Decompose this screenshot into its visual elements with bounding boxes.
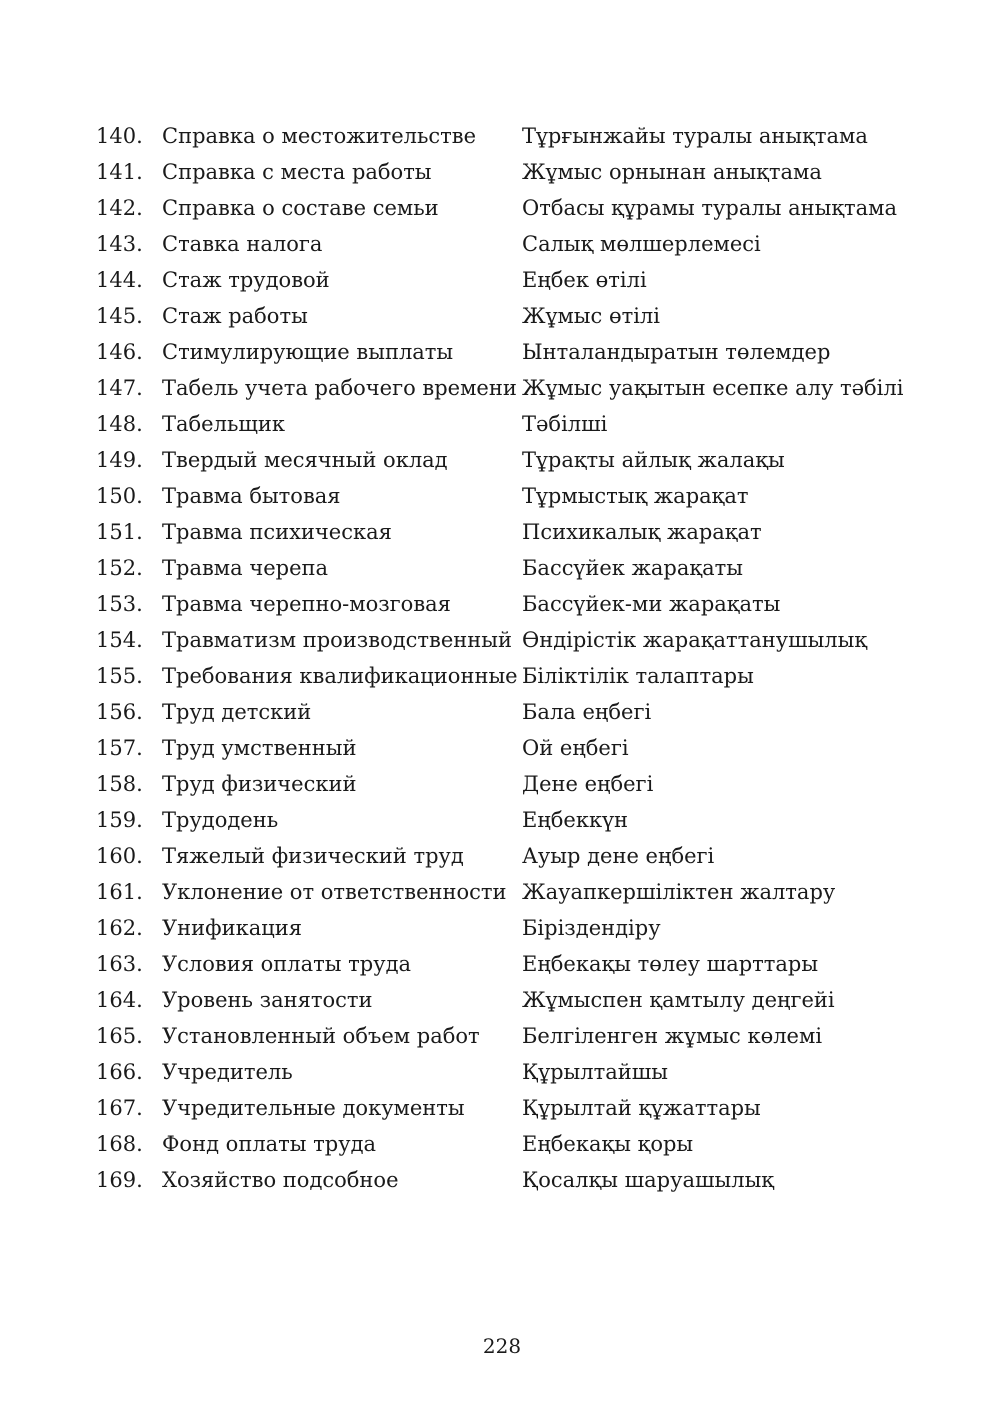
kazakh-term: Қосалқы шаруашылық — [522, 1168, 775, 1192]
glossary-entry — [96, 517, 916, 553]
kazakh-term: Еңбекақы төлеу шарттары — [522, 952, 819, 976]
russian-term: Труд детский — [162, 700, 312, 724]
kazakh-term: Жұмыспен қамтылу деңгейі — [522, 988, 835, 1012]
russian-term: Учредитель — [162, 1060, 293, 1084]
entry-number: 169. — [96, 1168, 143, 1192]
russian-term: Справка с места работы — [162, 160, 432, 184]
kazakh-term: Біліктілік талаптары — [522, 664, 754, 688]
russian-term: Травматизм производственный — [162, 628, 512, 652]
entry-number: 148. — [96, 412, 143, 436]
glossary-entry — [96, 1165, 916, 1201]
glossary-entry — [96, 733, 916, 769]
entry-number: 149. — [96, 448, 143, 472]
entry-number: 156. — [96, 700, 143, 724]
glossary-entry — [96, 949, 916, 985]
kazakh-term: Салық мөлшерлемесі — [522, 232, 761, 256]
glossary-entry — [96, 1057, 916, 1093]
russian-term: Установленный объем работ — [162, 1024, 480, 1048]
glossary-entry — [96, 625, 916, 661]
entry-number: 165. — [96, 1024, 143, 1048]
entry-number: 167. — [96, 1096, 143, 1120]
russian-term: Трудодень — [162, 808, 279, 832]
kazakh-term: Ынталандыратын төлемдер — [522, 340, 831, 364]
russian-term: Уклонение от ответственности — [162, 880, 507, 904]
kazakh-term: Тұрғынжайы туралы анықтама — [522, 124, 868, 148]
kazakh-term: Бала еңбегі — [522, 700, 652, 724]
kazakh-term: Тәбілші — [522, 412, 608, 436]
glossary-entry — [96, 121, 916, 157]
glossary-entry — [96, 1129, 916, 1165]
russian-term: Условия оплаты труда — [162, 952, 412, 976]
russian-term: Требования квалификационные — [162, 664, 518, 688]
kazakh-term: Дене еңбегі — [522, 772, 654, 796]
entry-number: 146. — [96, 340, 143, 364]
kazakh-term: Жұмыс орнынан анықтама — [522, 160, 822, 184]
glossary-entry — [96, 409, 916, 445]
entry-number: 153. — [96, 592, 143, 616]
glossary-entry — [96, 1021, 916, 1057]
kazakh-term: Құрылтай құжаттары — [522, 1096, 761, 1120]
glossary-entry — [96, 805, 916, 841]
glossary-entry — [96, 157, 916, 193]
glossary-entry — [96, 841, 916, 877]
entry-number: 142. — [96, 196, 143, 220]
glossary-entry — [96, 481, 916, 517]
russian-term: Ставка налога — [162, 232, 323, 256]
entry-number: 147. — [96, 376, 143, 400]
kazakh-term: Ауыр дене еңбегі — [522, 844, 715, 868]
kazakh-term: Бассүйек жарақаты — [522, 556, 743, 580]
glossary-entry — [96, 193, 916, 229]
entry-number: 141. — [96, 160, 143, 184]
glossary-entry — [96, 553, 916, 589]
russian-term: Стаж работы — [162, 304, 308, 328]
glossary-entry — [96, 445, 916, 481]
russian-term: Табель учета рабочего времени — [162, 376, 517, 400]
entry-number: 155. — [96, 664, 143, 688]
glossary-entry — [96, 229, 916, 265]
entry-number: 158. — [96, 772, 143, 796]
glossary-list — [96, 121, 916, 1201]
entry-number: 168. — [96, 1132, 143, 1156]
kazakh-term: Ой еңбегі — [522, 736, 629, 760]
kazakh-term: Жұмыс өтілі — [522, 304, 660, 328]
russian-term: Учредительные документы — [162, 1096, 465, 1120]
glossary-entry — [96, 589, 916, 625]
kazakh-term: Психикалық жарақат — [522, 520, 762, 544]
russian-term: Травма черепа — [162, 556, 329, 580]
russian-term: Стимулирующие выплаты — [162, 340, 454, 364]
entry-number: 161. — [96, 880, 143, 904]
kazakh-term: Еңбек өтілі — [522, 268, 647, 292]
russian-term: Хозяйство подсобное — [162, 1168, 399, 1192]
entry-number: 143. — [96, 232, 143, 256]
glossary-entry — [96, 913, 916, 949]
glossary-entry — [96, 697, 916, 733]
kazakh-term: Жұмыс уақытын есепке алу тәбілі — [522, 376, 904, 400]
glossary-entry — [96, 301, 916, 337]
entry-number: 150. — [96, 484, 143, 508]
entry-number: 157. — [96, 736, 143, 760]
russian-term: Унификация — [162, 916, 302, 940]
glossary-entry — [96, 337, 916, 373]
entry-number: 162. — [96, 916, 143, 940]
russian-term: Уровень занятости — [162, 988, 373, 1012]
entry-number: 164. — [96, 988, 143, 1012]
glossary-entry — [96, 265, 916, 301]
entry-number: 151. — [96, 520, 143, 544]
russian-term: Травма психическая — [162, 520, 392, 544]
entry-number: 160. — [96, 844, 143, 868]
page-number: 228 — [482, 1334, 522, 1358]
entry-number: 152. — [96, 556, 143, 580]
kazakh-term: Тұрақты айлық жалақы — [522, 448, 785, 472]
glossary-entry — [96, 373, 916, 409]
entry-number: 144. — [96, 268, 143, 292]
entry-number: 145. — [96, 304, 143, 328]
entry-number: 140. — [96, 124, 143, 148]
russian-term: Травма черепно-мозговая — [162, 592, 451, 616]
kazakh-term: Белгіленген жұмыс көлемі — [522, 1024, 823, 1048]
kazakh-term: Құрылтайшы — [522, 1060, 668, 1084]
russian-term: Табельщик — [162, 412, 286, 436]
glossary-entry — [96, 985, 916, 1021]
glossary-entry — [96, 1093, 916, 1129]
entry-number: 163. — [96, 952, 143, 976]
russian-term: Твердый месячный оклад — [162, 448, 448, 472]
entry-number: 154. — [96, 628, 143, 652]
kazakh-term: Өндірістік жарақаттанушылық — [522, 628, 868, 652]
russian-term: Справка о составе семьи — [162, 196, 439, 220]
glossary-entry — [96, 661, 916, 697]
entry-number: 159. — [96, 808, 143, 832]
kazakh-term: Еңбеккүн — [522, 808, 628, 832]
russian-term: Труд умственный — [162, 736, 357, 760]
russian-term: Тяжелый физический труд — [162, 844, 464, 868]
kazakh-term: Жауапкершіліктен жалтару — [522, 880, 836, 904]
kazakh-term: Бассүйек-ми жарақаты — [522, 592, 781, 616]
russian-term: Справка о местожительстве — [162, 124, 477, 148]
kazakh-term: Тұрмыстық жарақат — [522, 484, 749, 508]
russian-term: Травма бытовая — [162, 484, 341, 508]
glossary-entry — [96, 877, 916, 913]
russian-term: Стаж трудовой — [162, 268, 330, 292]
russian-term: Труд физический — [162, 772, 357, 796]
russian-term: Фонд оплаты труда — [162, 1132, 377, 1156]
kazakh-term: Отбасы құрамы туралы анықтама — [522, 196, 898, 220]
kazakh-term: Еңбекақы қоры — [522, 1132, 694, 1156]
entry-number: 166. — [96, 1060, 143, 1084]
kazakh-term: Біріздендіру — [522, 916, 661, 940]
glossary-entry — [96, 769, 916, 805]
